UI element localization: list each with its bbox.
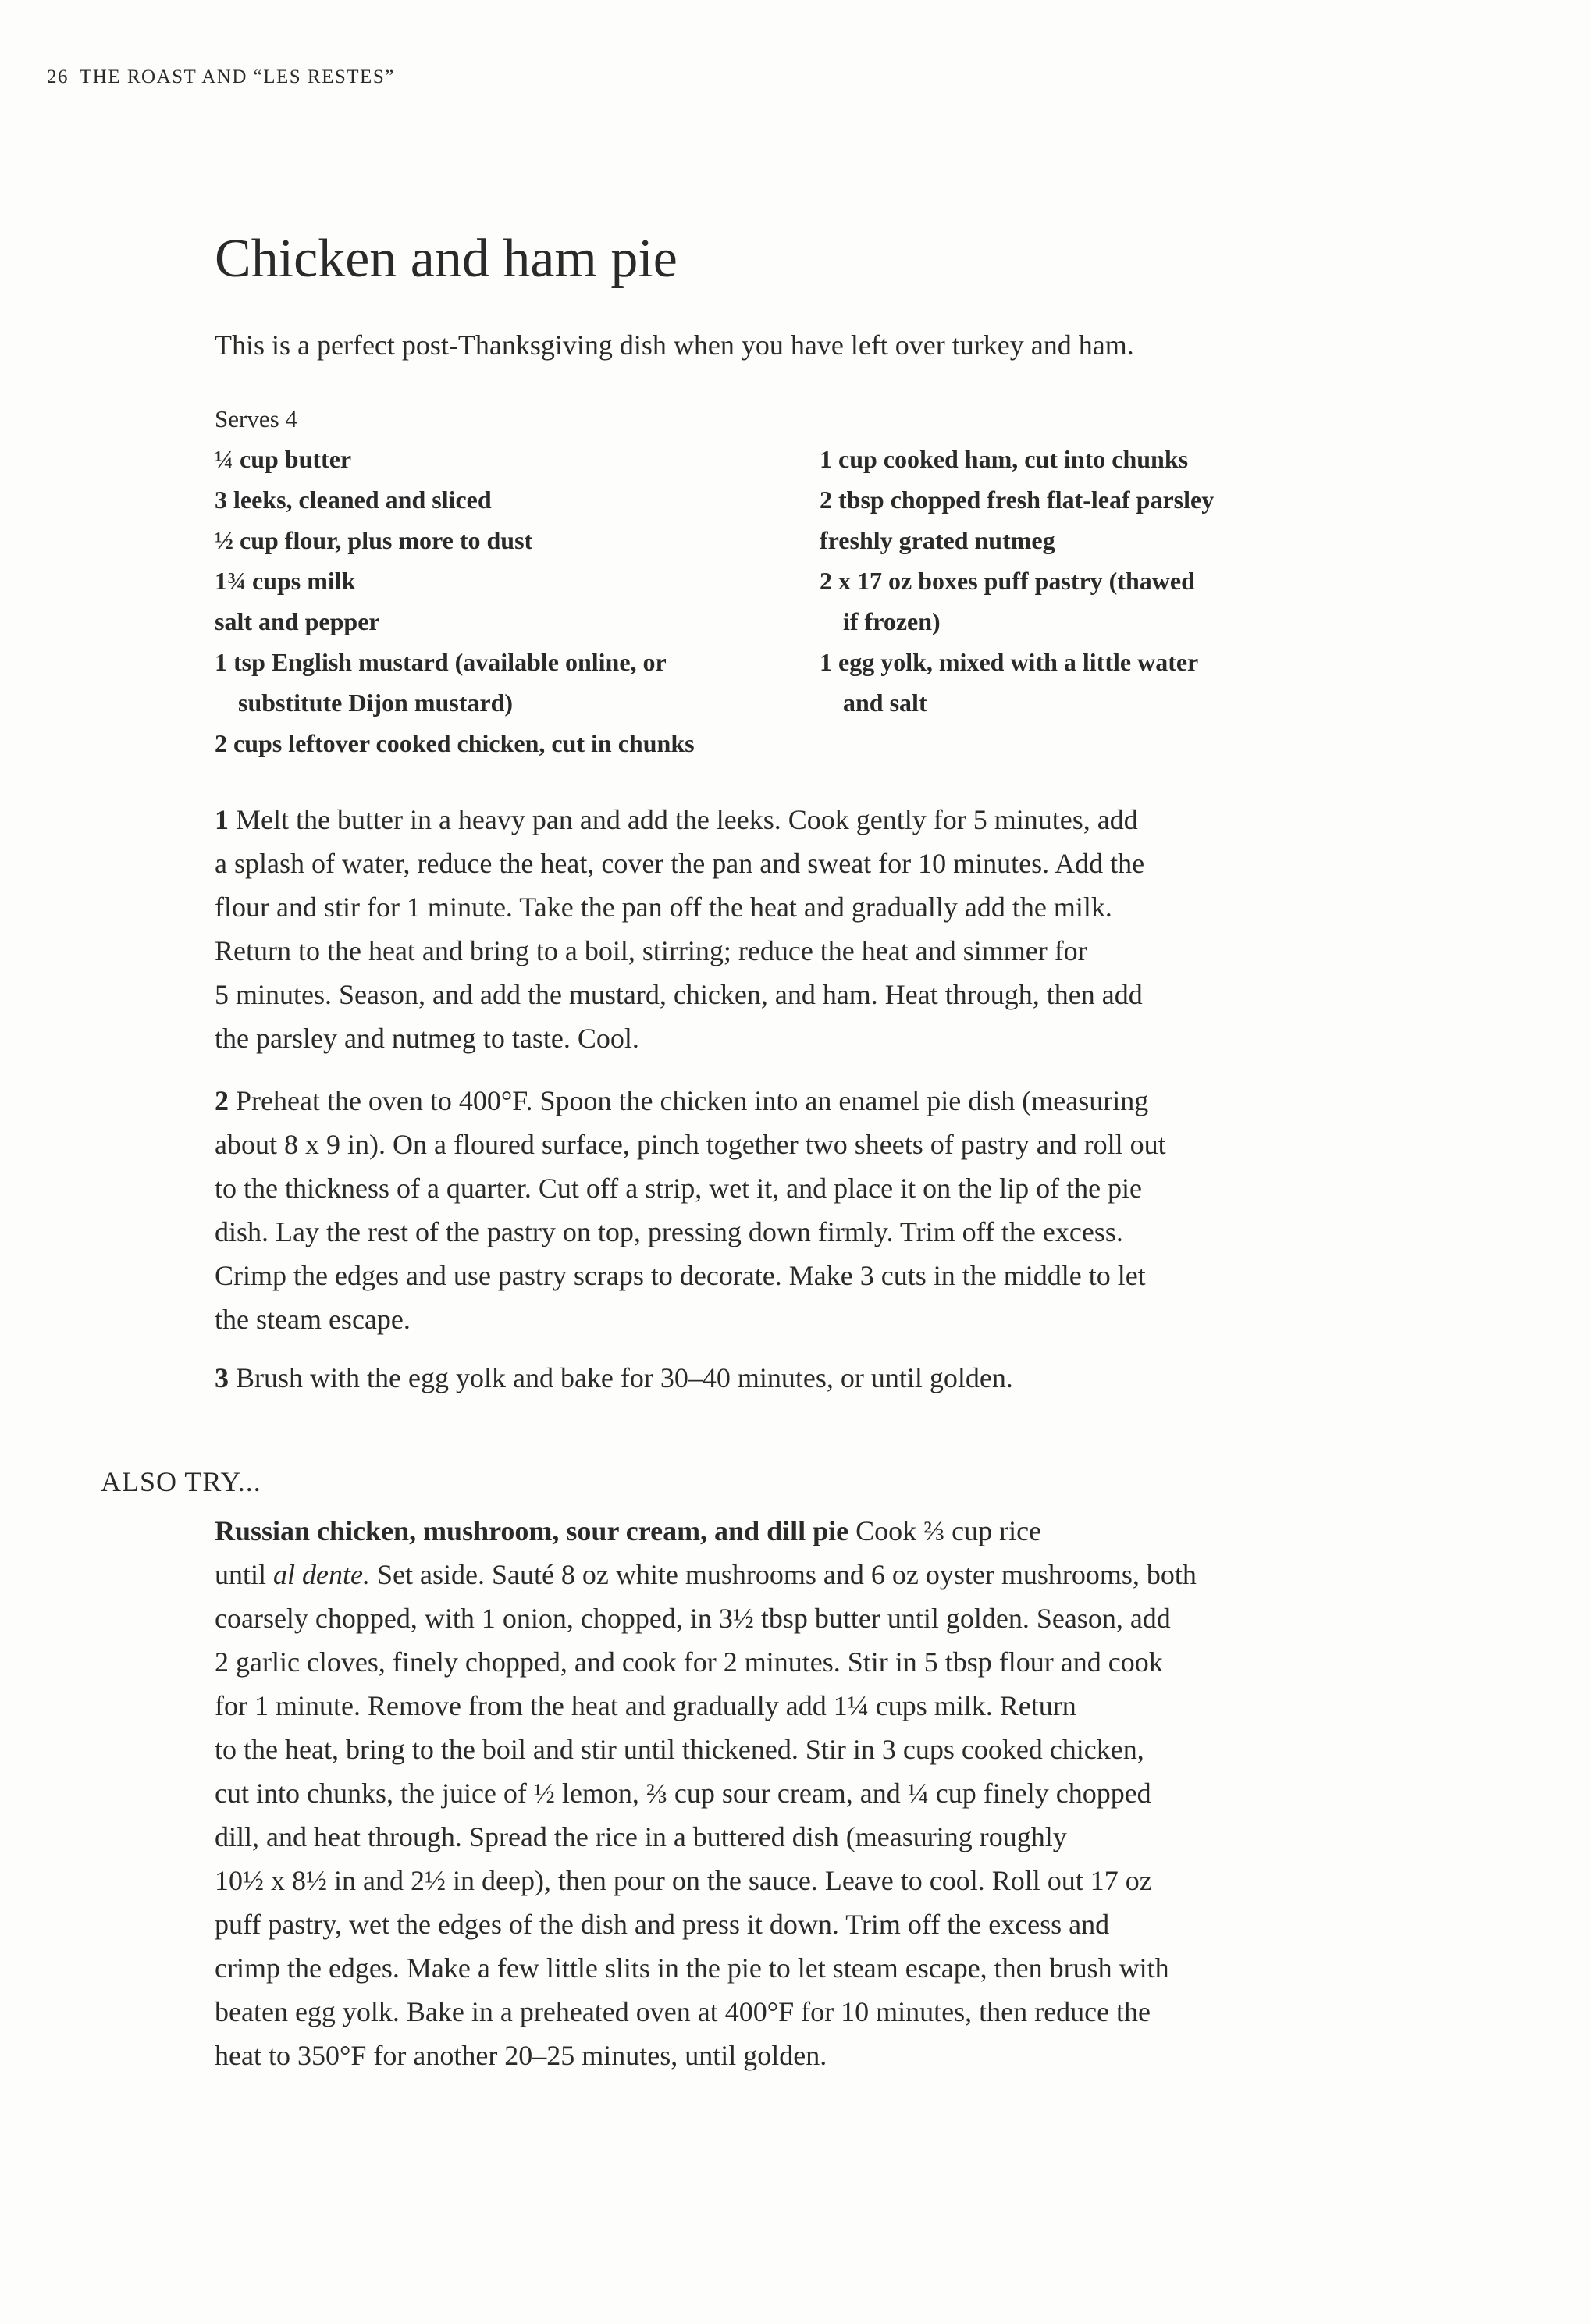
ingredient-item: 1 cup cooked ham, cut into chunks [820, 445, 1189, 473]
recipe-title: Chicken and ham pie [215, 229, 678, 289]
step-line: Return to the heat and bring to a boil, stirring; reduce the heat and simmer for [215, 935, 1087, 966]
ingredient-item: 1 tsp English mustard (available online, or [215, 648, 667, 676]
variation-line: puff pastry, wet the edges of the dish and press it down. Trim off the excess and [215, 1909, 1110, 1940]
variation-title: Russian chicken, mushroom, sour cream, and dill pie [215, 1515, 849, 1546]
ingredient-item: 1 egg yolk, mixed with a little water [820, 648, 1199, 676]
ingredient-item: 2 cups leftover cooked chicken, cut in chunks [215, 729, 695, 757]
variation-line: coarsely chopped, with 1 onion, chopped, in 3½ tbsp butter until golden. Season, add [215, 1603, 1171, 1634]
variation-line: 2 garlic cloves, finely chopped, and cook for 2 minutes. Stir in 5 tbsp flour and cook [215, 1646, 1163, 1678]
step-text: Melt the butter in a heavy pan and add the leeks. Cook gently for 5 minutes, add [236, 804, 1138, 835]
ingredient-item: 2 x 17 oz boxes puff pastry (thawed [820, 567, 1195, 595]
step-1 [215, 798, 1144, 1060]
step-line: to the thickness of a quarter. Cut off a strip, wet it, and place it on the lip of the pie [215, 1173, 1143, 1204]
variation-line: to the heat, bring to the boil and stir until thickened. Stir in 3 cups cooked chicken, [215, 1734, 1144, 1765]
step-line: about 8 x 9 in). On a floured surface, pinch together two sheets of pastry and roll out [215, 1129, 1166, 1160]
variation-italic: al dente. [273, 1559, 370, 1590]
ingredient-item: 1¾ cups milk [215, 567, 356, 595]
variation-text: Cook ⅔ cup rice [855, 1515, 1042, 1546]
page-number: 26 [47, 66, 69, 87]
variation-line: dill, and heat through. Spread the rice in a buttered dish (measuring roughly [215, 1821, 1067, 1852]
ingredient-item: ¼ cup butter [215, 445, 352, 473]
serves: Serves 4 [215, 405, 297, 432]
running-title: THE ROAST AND “LES RESTES” [80, 66, 395, 87]
step-number: 1 [215, 804, 229, 835]
ingredient-item: if frozen) [843, 607, 941, 635]
ingredient-item: 3 leeks, cleaned and sliced [215, 486, 492, 514]
ingredients-left-column [215, 439, 695, 763]
step-line: flour and stir for 1 minute. Take the pan off the heat and gradually add the milk. [215, 892, 1112, 923]
step-line: Crimp the edges and use pastry scraps to decorate. Make 3 cuts in the middle to let [215, 1260, 1146, 1291]
step-line [215, 1356, 1013, 1400]
ingredient-item: and salt [843, 689, 927, 717]
step-line: 5 minutes. Season, and add the mustard, chicken, and ham. Heat through, then add [215, 979, 1143, 1010]
variation-line: 10½ x 8½ in and 2½ in deep), then pour on the sauce. Leave to cool. Roll out 17 oz [215, 1865, 1152, 1896]
variation-recipe [215, 1509, 1197, 2077]
step-2 [215, 1079, 1166, 1341]
step-line: the steam escape. [215, 1304, 411, 1335]
ingredient-item: substitute Dijon mustard) [238, 689, 514, 717]
variation-text: Set aside. Sauté 8 oz white mushrooms and 6 oz oyster mushrooms, both [369, 1559, 1197, 1590]
ingredient-item: salt and pepper [215, 607, 380, 635]
variation-line: for 1 minute. Remove from the heat and gradually add 1¼ cups milk. Return [215, 1690, 1076, 1721]
recipe-intro: This is a perfect post-Thanksgiving dish when you have left over turkey and ham. [215, 329, 1134, 361]
ingredient-item: 2 tbsp chopped fresh flat-leaf parsley [820, 486, 1215, 514]
step-line [215, 798, 1144, 842]
variation-text: until [215, 1559, 274, 1590]
ingredients-right-column [820, 439, 1214, 723]
step-number: 2 [215, 1085, 229, 1116]
ingredient-item: ½ cup flour, plus more to dust [215, 526, 533, 554]
step-line: dish. Lay the rest of the pastry on top, pressing down firmly. Trim off the excess. [215, 1216, 1123, 1247]
running-header [47, 66, 395, 89]
variation-line: beaten egg yolk. Bake in a preheated oven at 400°F for 10 minutes, then reduce the [215, 1996, 1151, 2027]
ingredient-item: freshly grated nutmeg [820, 526, 1055, 554]
variation-line: crimp the edges. Make a few little slits in the pie to let steam escape, then brush with [215, 1952, 1169, 1984]
also-try-heading: ALSO TRY... [101, 1466, 261, 1497]
step-number: 3 [215, 1362, 229, 1393]
step-3 [215, 1356, 1013, 1400]
variation-line: cut into chunks, the juice of ½ lemon, ⅔ cup sour cream, and ¼ cup finely chopped [215, 1778, 1151, 1809]
step-line: the parsley and nutmeg to taste. Cool. [215, 1023, 639, 1054]
step-text: Brush with the egg yolk and bake for 30–40 minutes, or until golden. [236, 1362, 1013, 1393]
step-line [215, 1079, 1166, 1123]
step-line: a splash of water, reduce the heat, cover the pan and sweat for 10 minutes. Add the [215, 848, 1145, 879]
variation-line: heat to 350°F for another 20–25 minutes, until golden. [215, 2040, 827, 2071]
step-text: Preheat the oven to 400°F. Spoon the chicken into an enamel pie dish (measuring [236, 1085, 1149, 1116]
